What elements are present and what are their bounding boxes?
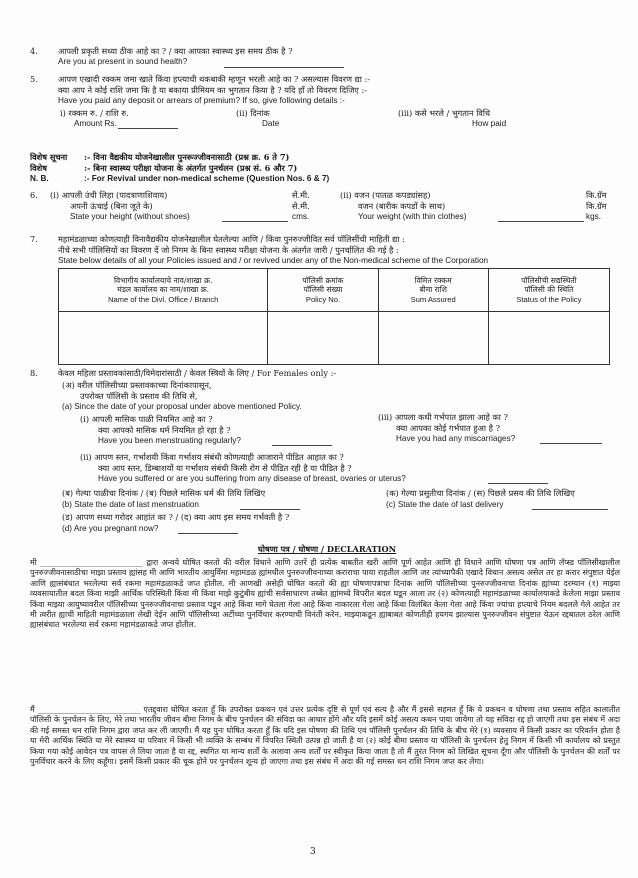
col-sum-assured-marathi: विमित रक्कम — [414, 275, 452, 285]
q8-b-hindi: (ब) गेल्या पाळीचा दिनांक / (ब) पिछले मासिक धर्म की तिथि लिखिए — [62, 488, 266, 498]
q8-heading: केवल महिला प्रस्तावकांसाठी/विमेदारांसाठी / केवल स्त्रियों के लिए / For Females only :- — [58, 368, 337, 378]
declaration-paragraph-marathi: मी __________________________ द्वारा अन्वये घोषित करतो की वरील विधाने आणि उत्तरें ही प्रत्येक बाबतीत खरी आणि पूर्ण आहेत आणि ही विधाने आणि घोषणा पत्र आणि लॅप्स्ड पॉलिसीखालील पुनरुज्जीवनासाठीचा माझा प्रस्ताव ह्यांसह मी आणि भारतीय आयुर्विमा महामंडळ ह्यांमधील पुनरुज्जीवनाच्या कराराचा पाया राहतील आणि जर त्यांच्यापैकी एखादे विधान असत्य असेल तर हा करार संपुष्टात येईल आणि ह्यासंबंधात भरलेल्या सर्व रकमा महामंडळाकडे जप्त होतील. मी आणखी असेही घोषित करतो की ह्या घोषणापत्राचा दिनांक आणि पॉलिसीच्या पुनरुज्जीवनाचा दिनांक ह्यांच्या दरम्यान (१) माझ्या व्यवसायातील बदल किंवा माझी आर्थिक परिस्थिती किंवा मी किंवा माझे कुटुंबीय ह्यांची सर्वसाधारण तब्बेत ह्यांमध्ये विपरीत बदल घडून आला तर (२) कोणत्याही महामंडळाच्या कार्यालयाकडे केलेला माझा प्रस्ताव किंवा माझ्या आयुष्यावरील पॉलिसीच्या पुनरुज्जीवनाचा प्रस्ताव पडून आहे किंवा मागे घेतला गेला आहे किंवा नाकारला गेला आहे किंवा विलंबित केला गेला आहे किंवा ज्यांचा हप्त्याचे नियम बदलले गेले आहेत तर मी त्वरीत ह्याची माहिती महामंडळाला लेखी देईन आणि पॉलिसीच्या अटींच्या पुनर्विचार करण्याची विनंती करेन. माझ्याकडून ह्याबाबत कोणतीही हयगय झाल्यास पुनरुज्जीवन संपुष्टात येऊन रद्दबातल ठरेल आणि ह्यासंबंधात भरलेल्या सर्व रकमा महामंडळाकडे जप्त होतील. — [30, 558, 620, 630]
last-menstruation-date-field[interactable] — [240, 509, 300, 510]
weight-input-line[interactable] — [498, 221, 584, 222]
col-sum-assured-hindi: बीमा राशि — [419, 285, 447, 295]
col-policy-no-hindi: पॉलिसी संख्या — [303, 285, 343, 295]
q8-i-marathi: (i) आपली मासिक पाळी नियमित आहे का ? — [80, 414, 213, 424]
policy-table-header — [59, 269, 610, 312]
q6-height-hindi: अपनी ऊंचाई (बिना जूते के) — [70, 201, 153, 211]
q5-amount-label: i) रक्कम रु. / राशि रु. — [60, 108, 129, 118]
q6-weight-unit-3: kgs. — [586, 212, 602, 221]
col-policy-status-hindi: पॉलिसी की स्थिति — [524, 285, 574, 295]
col-office-branch-marathi: विभागीय कार्यालयाचे नाव/शाखा क्र. — [113, 275, 213, 285]
q4-question-english: Are you at present in sound health? — [58, 57, 188, 66]
q6-height-unit-3: cms. — [292, 212, 310, 221]
sum-assured-cell[interactable] — [378, 312, 488, 365]
q5-how-paid-label-english: How paid — [472, 119, 507, 128]
special-note-marathi: :- विना वैद्यकीय योजनेखालील पुनरूज्जीवनासाठी (प्रश्न क्र. 6 ते 7) — [84, 152, 290, 162]
q8-iii-english: Have you had any miscarriages? — [396, 434, 516, 443]
special-note-heading-english: N. B. — [30, 174, 49, 183]
col-office-branch — [59, 269, 268, 312]
q6-weight-marathi: (ii) वजन (पातळ कपड्यांसह) — [340, 190, 431, 200]
q4-answer-line[interactable] — [224, 67, 344, 68]
q8-iii-hindi: क्या आपका कोई गर्भपात हुआ है ? — [396, 423, 500, 433]
q6-weight-english: Your weight (with thin clothes) — [358, 212, 467, 221]
q5-number: 5. — [30, 74, 38, 84]
q4-number: 4. — [30, 46, 38, 56]
q6-height-unit-2: से.मी. — [292, 201, 310, 211]
col-policy-status — [488, 269, 609, 312]
q7-question-english: State below details of all your Policies issued and / or revived under any of the Non-medical scheme of the Corporation — [58, 256, 489, 265]
col-office-branch-hindi: मंडल कार्यालय का नाम/शाखा क्र. — [117, 285, 210, 295]
last-delivery-date-field[interactable] — [532, 509, 608, 510]
q8a-hindi: उपरोक्त पॉलिसी के प्रस्ताव की तिथि से, — [80, 391, 198, 401]
q8-number: 8. — [30, 368, 38, 378]
table-row[interactable] — [59, 312, 610, 365]
breast-disease-answer[interactable] — [488, 483, 548, 484]
q8-ii-marathi: (ii) आपण स्तन, गर्भाशयी किंवा गर्भाशय संबंधी कोणत्याही आजाराने पीडित आहात का ? — [80, 452, 344, 462]
q5-question-english: Have you paid any deposit or arrears of premium? If so, give following details :- — [58, 96, 345, 105]
q6-height-unit-1: सें.मी. — [292, 190, 310, 200]
q8-d-english: (d) Are you pregnant now? — [62, 524, 159, 533]
policy-status-cell[interactable] — [488, 312, 609, 365]
col-sum-assured-english: Sum Assured — [410, 294, 456, 304]
office-branch-cell[interactable] — [59, 312, 268, 365]
col-policy-no-english: Policy No. — [305, 294, 341, 304]
page-number: 3 — [310, 847, 316, 857]
special-note-heading-hindi: विशेष — [30, 163, 47, 173]
q7-question-hindi: नीचे सभी पॉलिसियों का विवरण दें जो निगम के बिना स्वास्थ्य परीक्षा योजना के अंतर्गत जारी / पुनर्चालित की गई है : — [58, 245, 399, 255]
col-policy-no-marathi: पॉलिसी क्रमांक — [302, 275, 344, 285]
menstruating-regularly-answer[interactable] — [272, 445, 332, 446]
col-sum-assured — [378, 269, 488, 312]
q5-how-paid-label: (iii) कसे भरले / भुगतान विधि — [398, 108, 491, 118]
q8-i-english: Have you been menstruating regularly? — [98, 436, 241, 445]
q8-b-english: (b) State the date of last menstruation — [62, 500, 199, 509]
policy-no-cell[interactable] — [268, 312, 378, 365]
q7-number: 7. — [30, 234, 38, 244]
q6-weight-unit-2: कि.ग्रॅम — [586, 201, 607, 211]
q6-height-english: State your height (without shoes) — [70, 212, 190, 221]
q8-d-hindi: (ड) आपण सध्या गरोदर आहांत का ? / (द) क्या आप इस समय गर्भवती है ? — [62, 512, 290, 522]
miscarriages-answer[interactable] — [540, 443, 602, 444]
declaration-title: घोषणा पत्र / घोषणा / DECLARATION — [258, 544, 397, 554]
height-input-line[interactable] — [222, 221, 288, 222]
q5-date-label-english: Date — [262, 119, 280, 128]
q5-question-hindi: क्या आप ने कोई राशि जमा कि है या बकाया प्रीमियम का भुगतान किया है ? यदि हाँ तो विवरण दिजिए :- — [58, 85, 367, 95]
q7-question-marathi: महामंडळाच्या कोणत्याही विनावैद्यकीय योजनेखालील घेतलेल्या आणि / किंवा पुनरुज्जीवित सर्व पॉलिसींची माहिती द्या : — [58, 234, 405, 244]
q6-weight-hindi: वजन (बारीक कपडों के साथ) — [358, 201, 446, 211]
col-office-branch-english: Name of the Divl. Office / Branch — [107, 294, 219, 304]
q6-height-marathi: (i) आपली उंची लिहा (पादत्राणाशिवाय) — [50, 190, 168, 200]
q4-question-hindi: आपली प्रकृती सध्या ठीक आहे का ? / क्या आपका स्वास्थ्य इस समय ठीक है ? — [58, 46, 293, 56]
q8-i-hindi: क्या आपको मासिक धर्म नियमित हो रहा है ? — [98, 425, 231, 435]
q6-number: 6. — [30, 190, 38, 200]
q8-c-english: (c) State the date of last delivery — [386, 500, 504, 509]
q8a-english: (a) Since the date of your proposal under above mentioned Policy. — [62, 402, 302, 411]
col-policy-status-marathi: पॉलिसीची सद्यस्थिती — [521, 275, 577, 285]
q8-c-hindi: (क) गेल्या प्रसुतीचा दिनांक / (स) पिछले प्रसव की तिथि लिखिए — [386, 488, 575, 498]
q8-ii-hindi: क्या आप स्तन, डिम्बाशयों या गर्भाशय संबंधी किसी रोग से पीडित रही है या पीडित है ? — [98, 463, 352, 473]
q8-ii-english: Have you suffered or are you suffering from any disease of breast, ovaries or uterus? — [98, 474, 406, 483]
declaration-paragraph-hindi: मैं __________________________ एतद्द्वारा घोषित करता हूँ कि उपरोक्त प्रकथन एवं उत्तर प्रत्येक दृष्टि से पूर्ण एवं सत्य है और मैं इससे सहमत हूँ कि ये प्रकथन व घोषणा तथा प्रस्ताव सहित कालातीत पॉलिसी के पुनर्चलन के लिए, मेरे तथा भारतीय जीवन बीमा निगम के बीच पुनर्चलन की संविदा का आधार होंगे और यदि इसमें कोई असत्य कथन पाया जायेगा तो यह संविदा रद्द हो जाएगी तथा इस संबंध में अदा की गई समस्त धन राशि निगम द्वारा जप्त कर ली जाएगी। मैं यह पुनः घोषित करता हूँ कि यदि इस घोषणा की तिथि एवं पॉलिसी पुनर्चलन की तिथि के बीच मेरे (१) व्यवसाय में किसी प्रकार का परिवर्तन होता है या मेरी आर्थिक स्थिति या मेरे स्वास्थ्य या परिवार में किसी भी व्यक्ति के सम्बंध में विपरित स्थिती उत्पन्न हो जाती है या (२) कोई बीमा प्रस्ताव या पॉलिसी के पुनर्चलन हेतु निगम में किसी भी कार्यालय को प्रस्तुत किया गया कोई आवेदन पत्र वापस ले लिया जाता है या रद्द, स्थगित या मान्य शर्तों के अलावा अन्य शर्तों पर स्वीकृत किया जाता है तो मैं तुरंत निगम को लिखित सूचना दूँगा और पॉलिसी के पुनर्चलन की शर्तों पर पुनर्विचार करने के लिए कहूँगा। इसमें किसी प्रकार की चूक होने पर पुनर्चलन शून्य हो जाएगा तथा इस संबंध में अदा की गई समस्त धन राशि निगम जप्त कर लेगा। — [30, 705, 620, 767]
col-policy-status-english: Status of the Policy — [516, 294, 582, 304]
q8a-marathi: (अ) वरील पॉलिसीच्या प्रस्तावकाच्या दिनांकापासून, — [62, 380, 212, 390]
col-policy-no — [268, 269, 378, 312]
q5-date-label: (ii) दिनांक — [236, 108, 270, 118]
q8-iii-marathi: (iii) आपला कधी गर्भपात झाला आहे का ? — [378, 412, 508, 422]
q5-amount-field[interactable] — [118, 128, 178, 129]
q5-question-marathi: आपण एखादी रक्कम जमा खाते किंवा हप्त्याची थकबाकी म्हणून भरली आहे का ? असल्यास विवरण द्या :- — [58, 74, 371, 84]
q6-weight-unit-1: कि.ग्रॅम — [586, 190, 607, 200]
special-note-hindi: :- बिना स्वास्थ्य परीक्षा योजना के अंतर्गत पुनर्चलन (प्रश्न सं. 6 और 7) — [84, 163, 298, 173]
policy-details-table — [58, 268, 610, 365]
special-note-english: :- For Revival under non-medical scheme (Question Nos. 6 & 7) — [84, 174, 330, 183]
special-note-heading-marathi: विशेष सूचना — [30, 152, 68, 162]
q5-amount-label-english: Amount Rs. — [74, 119, 117, 128]
pregnant-now-answer[interactable] — [178, 533, 238, 534]
